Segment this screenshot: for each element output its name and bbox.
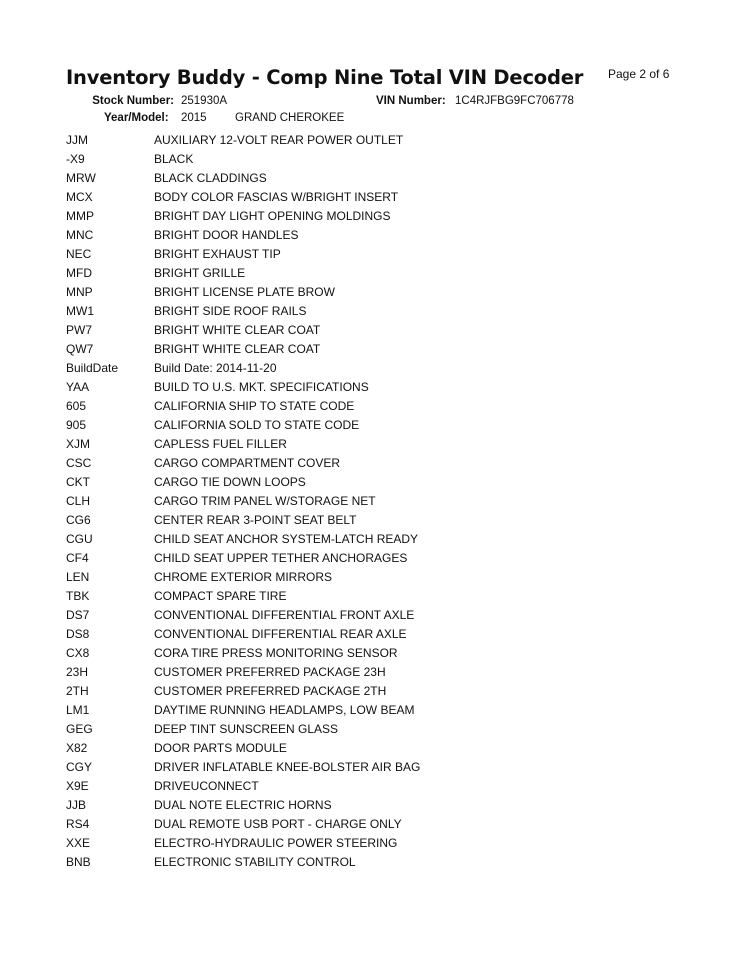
option-row <box>0 397 742 416</box>
option-description: CARGO TIE DOWN LOOPS <box>154 475 306 489</box>
option-row <box>0 207 742 226</box>
option-code: TBK <box>66 589 90 603</box>
option-row <box>0 131 742 150</box>
stock-number-value: 251930A <box>181 95 228 107</box>
option-row <box>0 169 742 188</box>
year-model-label: Year/Model: <box>104 112 169 124</box>
option-code: MNP <box>66 285 93 299</box>
option-code: QW7 <box>66 342 94 356</box>
option-code: 23H <box>66 665 89 679</box>
option-row <box>0 834 742 853</box>
option-code: RS4 <box>66 817 90 831</box>
option-row <box>0 245 742 264</box>
option-code: MFD <box>66 266 92 280</box>
option-description: CUSTOMER PREFERRED PACKAGE 23H <box>154 665 386 679</box>
option-description: BUILD TO U.S. MKT. SPECIFICATIONS <box>154 380 369 394</box>
option-code: MW1 <box>66 304 94 318</box>
option-description: DUAL NOTE ELECTRIC HORNS <box>154 798 332 812</box>
option-description: DEEP TINT SUNSCREEN GLASS <box>154 722 339 736</box>
option-row <box>0 511 742 530</box>
option-row <box>0 492 742 511</box>
option-row <box>0 663 742 682</box>
page-number: Page 2 of 6 <box>608 67 670 81</box>
option-row <box>0 283 742 302</box>
option-description: CONVENTIONAL DIFFERENTIAL FRONT AXLE <box>154 608 415 622</box>
option-row <box>0 682 742 701</box>
option-code: XJM <box>66 437 90 451</box>
model-value: GRAND CHEROKEE <box>235 112 345 124</box>
option-description: DOOR PARTS MODULE <box>154 741 287 755</box>
option-code: CX8 <box>66 646 90 660</box>
option-description: Build Date: 2014-11-20 <box>154 361 277 375</box>
option-description: DAYTIME RUNNING HEADLAMPS, LOW BEAM <box>154 703 415 717</box>
option-code: XXE <box>66 836 91 850</box>
option-row <box>0 454 742 473</box>
option-row <box>0 416 742 435</box>
option-code-list <box>0 131 742 872</box>
option-row <box>0 359 742 378</box>
option-code: BuildDate <box>66 361 119 375</box>
option-code: -X9 <box>66 152 85 166</box>
option-description: BLACK <box>154 152 194 166</box>
option-code: CF4 <box>66 551 89 565</box>
option-row <box>0 815 742 834</box>
option-description: BRIGHT WHITE CLEAR COAT <box>154 323 321 337</box>
option-description: CORA TIRE PRESS MONITORING SENSOR <box>154 646 398 660</box>
option-code: YAA <box>66 380 90 394</box>
option-row <box>0 302 742 321</box>
option-code: DS7 <box>66 608 90 622</box>
option-description: ELECTRO-HYDRAULIC POWER STEERING <box>154 836 398 850</box>
option-code: BNB <box>66 855 91 869</box>
option-description: CONVENTIONAL DIFFERENTIAL REAR AXLE <box>154 627 407 641</box>
option-row <box>0 853 742 872</box>
option-code: JJB <box>66 798 87 812</box>
option-row <box>0 188 742 207</box>
option-row <box>0 720 742 739</box>
option-description: DRIVEUCONNECT <box>154 779 259 793</box>
option-description: COMPACT SPARE TIRE <box>154 589 287 603</box>
option-code: 2TH <box>66 684 89 698</box>
option-row <box>0 758 742 777</box>
option-description: DRIVER INFLATABLE KNEE-BOLSTER AIR BAG <box>154 760 421 774</box>
option-description: CARGO COMPARTMENT COVER <box>154 456 341 470</box>
option-code: MCX <box>66 190 93 204</box>
vin-number-label: VIN Number: <box>376 95 446 107</box>
vin-number-value: 1C4RJFBG9FC706778 <box>455 95 574 107</box>
option-description: BODY COLOR FASCIAS W/BRIGHT INSERT <box>154 190 399 204</box>
option-row <box>0 739 742 758</box>
option-row <box>0 568 742 587</box>
option-code: LM1 <box>66 703 90 717</box>
option-row <box>0 625 742 644</box>
option-code: MRW <box>66 171 96 185</box>
option-code: PW7 <box>66 323 93 337</box>
option-row <box>0 435 742 454</box>
option-description: CUSTOMER PREFERRED PACKAGE 2TH <box>154 684 387 698</box>
option-code: X9E <box>66 779 89 793</box>
option-row <box>0 796 742 815</box>
document-title: Inventory Buddy - Comp Nine Total VIN Decoder <box>66 66 584 89</box>
option-code: DS8 <box>66 627 90 641</box>
option-code: CSC <box>66 456 92 470</box>
option-description: BRIGHT LICENSE PLATE BROW <box>154 285 335 299</box>
option-row <box>0 777 742 796</box>
option-description: BLACK CLADDINGS <box>154 171 267 185</box>
option-code: CLH <box>66 494 91 508</box>
option-description: BRIGHT EXHAUST TIP <box>154 247 281 261</box>
option-description: CHILD SEAT ANCHOR SYSTEM-LATCH READY <box>154 532 419 546</box>
option-row <box>0 549 742 568</box>
option-description: CHROME EXTERIOR MIRRORS <box>154 570 333 584</box>
option-code: CGY <box>66 760 93 774</box>
option-row <box>0 530 742 549</box>
option-row <box>0 340 742 359</box>
option-code: CKT <box>66 475 90 489</box>
option-description: CHILD SEAT UPPER TETHER ANCHORAGES <box>154 551 408 565</box>
option-code: JJM <box>66 133 88 147</box>
option-row <box>0 587 742 606</box>
option-row <box>0 226 742 245</box>
option-row <box>0 150 742 169</box>
option-code: GEG <box>66 722 93 736</box>
year-value: 2015 <box>181 112 207 124</box>
option-code: 605 <box>66 399 87 413</box>
option-code: MNC <box>66 228 94 242</box>
option-row <box>0 321 742 340</box>
option-description: ELECTRONIC STABILITY CONTROL <box>154 855 356 869</box>
option-row <box>0 378 742 397</box>
option-row <box>0 473 742 492</box>
option-row <box>0 264 742 283</box>
option-description: BRIGHT SIDE ROOF RAILS <box>154 304 307 318</box>
option-code: CG6 <box>66 513 91 527</box>
option-code: 905 <box>66 418 87 432</box>
option-description: CAPLESS FUEL FILLER <box>154 437 287 451</box>
option-code: MMP <box>66 209 94 223</box>
option-row <box>0 606 742 625</box>
option-description: DUAL REMOTE USB PORT - CHARGE ONLY <box>154 817 402 831</box>
option-description: AUXILIARY 12-VOLT REAR POWER OUTLET <box>154 133 404 147</box>
option-description: BRIGHT WHITE CLEAR COAT <box>154 342 321 356</box>
stock-number-label: Stock Number: <box>92 95 174 107</box>
option-row <box>0 701 742 720</box>
option-code: NEC <box>66 247 92 261</box>
option-description: BRIGHT DOOR HANDLES <box>154 228 299 242</box>
option-code: LEN <box>66 570 90 584</box>
option-description: CALIFORNIA SHIP TO STATE CODE <box>154 399 355 413</box>
option-row <box>0 644 742 663</box>
option-description: CENTER REAR 3-POINT SEAT BELT <box>154 513 357 527</box>
option-code: X82 <box>66 741 88 755</box>
option-code: CGU <box>66 532 93 546</box>
option-description: CARGO TRIM PANEL W/STORAGE NET <box>154 494 376 508</box>
option-description: BRIGHT GRILLE <box>154 266 246 280</box>
option-description: CALIFORNIA SOLD TO STATE CODE <box>154 418 360 432</box>
option-description: BRIGHT DAY LIGHT OPENING MOLDINGS <box>154 209 391 223</box>
